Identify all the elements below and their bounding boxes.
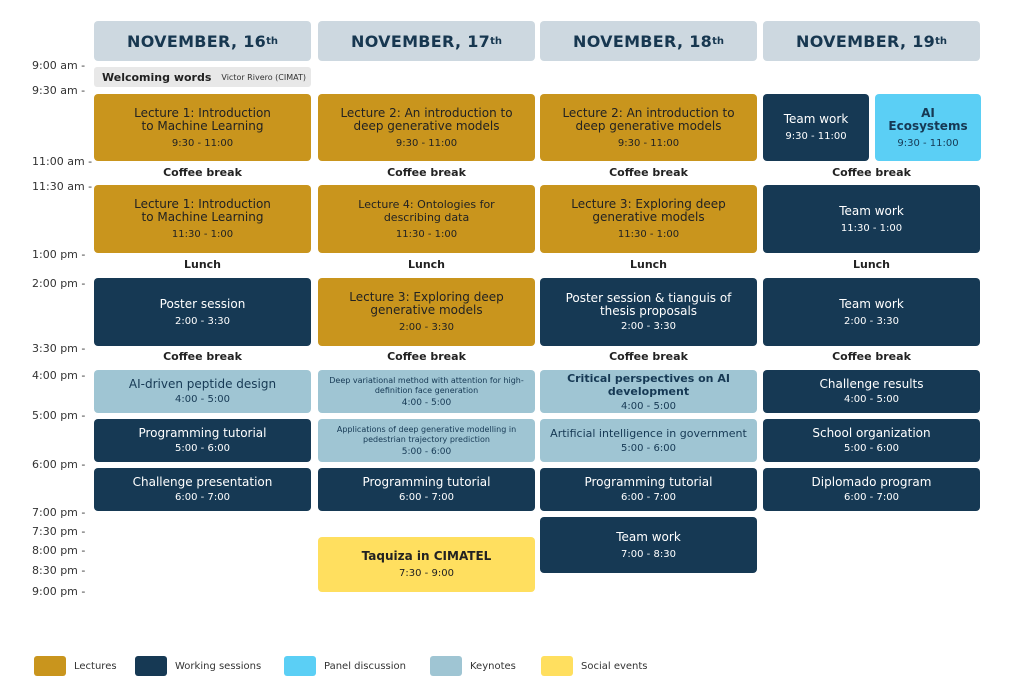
session-time: 9:30 - 11:00 xyxy=(897,137,959,149)
session-time: 5:00 - 6:00 xyxy=(621,443,676,454)
session-time: 4:00 - 5:00 xyxy=(621,400,676,412)
session-title: Team work xyxy=(616,529,681,544)
welcome-title: Welcoming words xyxy=(102,70,212,84)
day-header-nov18 xyxy=(540,21,757,61)
day-label: NOVEMBER, 18 xyxy=(573,31,713,51)
session-time: 2:00 - 3:30 xyxy=(621,321,676,332)
legend-item-panel-discussion xyxy=(284,656,406,676)
session-time: 5:00 - 6:00 xyxy=(401,446,452,457)
session-time: 2:00 - 3:30 xyxy=(844,315,899,327)
session-block xyxy=(94,468,311,511)
time-label: 8:00 pm - xyxy=(32,544,86,557)
legend-item-social-events xyxy=(541,656,648,676)
session-title: AI Ecosystems xyxy=(888,105,968,133)
session-time: 5:00 - 6:00 xyxy=(175,443,230,454)
session-title: Lecture 4: Ontologies for describing data xyxy=(358,198,495,224)
session-block xyxy=(318,537,535,592)
session-time: 6:00 - 7:00 xyxy=(175,492,230,503)
session-block xyxy=(94,278,311,346)
session-time: 11:30 - 1:00 xyxy=(171,229,234,240)
session-title: Challenge results xyxy=(819,377,924,391)
time-label: 9:00 pm - xyxy=(32,585,86,598)
session-title: Lecture 1: Introduction to Machine Learning xyxy=(134,197,271,224)
session-block xyxy=(540,185,757,253)
session-block xyxy=(540,94,757,161)
session-title: Team work xyxy=(839,203,904,218)
time-label: 5:00 pm - xyxy=(32,409,86,422)
session-block xyxy=(318,94,535,161)
day-label: NOVEMBER, 17 xyxy=(351,31,491,51)
session-block xyxy=(94,370,311,413)
session-time: 9:30 - 11:00 xyxy=(617,137,680,149)
session-block xyxy=(94,94,311,161)
session-title: Applications of deep generative modelling in pedestrian trajectory prediction xyxy=(336,424,517,444)
time-label: 7:30 pm - xyxy=(32,525,86,538)
session-title: Lecture 2: An introduction to deep generative models xyxy=(340,105,513,133)
session-block xyxy=(318,468,535,511)
session-time: 9:30 - 11:00 xyxy=(395,137,458,149)
session-block xyxy=(540,468,757,511)
coffee-break: Coffee break xyxy=(163,166,242,179)
coffee-break: Coffee break xyxy=(609,350,688,363)
time-label: 1:00 pm - xyxy=(32,248,86,261)
day-suffix: th xyxy=(490,35,502,47)
session-time: 4:00 - 5:00 xyxy=(401,397,452,408)
session-time: 9:30 - 11:00 xyxy=(785,131,847,142)
time-label: 4:00 pm - xyxy=(32,369,86,382)
session-block xyxy=(540,517,757,573)
session-title: Lecture 3: Exploring deep generative models xyxy=(349,290,504,317)
legend-label: Working sessions xyxy=(175,660,262,672)
lunch-break: Lunch xyxy=(407,258,446,271)
day-label: NOVEMBER, 19 xyxy=(796,31,936,51)
session-block xyxy=(763,94,869,161)
session-block xyxy=(94,185,311,253)
session-title: Lecture 1: Introduction to Machine Learning xyxy=(134,105,271,133)
session-title: Taquiza in CIMATEL xyxy=(361,549,492,563)
legend-swatch xyxy=(284,656,316,676)
legend-label: Lectures xyxy=(74,660,117,672)
session-title: Lecture 2: An introduction to deep generative models xyxy=(562,105,735,133)
session-time: 11:30 - 1:00 xyxy=(395,229,458,240)
time-label: 8:30 pm - xyxy=(32,564,86,577)
legend-label: Panel discussion xyxy=(324,660,406,672)
session-title: Poster session xyxy=(159,296,246,311)
legend-item-keynotes xyxy=(430,656,516,676)
session-title: Programming tutorial xyxy=(138,426,267,440)
session-time: 4:00 - 5:00 xyxy=(175,394,230,405)
session-time: 9:30 - 11:00 xyxy=(171,137,234,149)
session-block xyxy=(763,468,980,511)
session-title: Programming tutorial xyxy=(584,475,713,489)
coffee-break: Coffee break xyxy=(609,166,688,179)
time-label: 9:30 am - xyxy=(32,84,86,97)
day-label: NOVEMBER, 16 xyxy=(127,31,267,51)
session-title: Diplomado program xyxy=(811,475,932,489)
session-title: School organization xyxy=(812,426,931,440)
coffee-break: Coffee break xyxy=(387,350,466,363)
session-time: 11:30 - 1:00 xyxy=(840,222,903,234)
session-block xyxy=(318,419,535,462)
time-label: 2:00 pm - xyxy=(32,277,86,290)
day-header-nov16 xyxy=(94,21,311,61)
session-time: 5:00 - 6:00 xyxy=(844,443,899,454)
legend-label: Keynotes xyxy=(470,660,516,672)
session-block xyxy=(540,370,757,413)
session-title: Programming tutorial xyxy=(362,475,491,489)
lunch-break: Lunch xyxy=(183,258,222,271)
session-block xyxy=(763,278,980,346)
session-title: Lecture 3: Exploring deep generative models xyxy=(571,197,726,224)
legend-item-working-sessions xyxy=(135,656,261,676)
welcome-speaker: Victor Rivero (CIMAT) xyxy=(221,72,306,82)
session-title: Team work xyxy=(839,296,904,311)
time-label: 11:30 am - xyxy=(32,180,93,193)
session-time: 2:00 - 3:30 xyxy=(399,322,454,333)
coffee-break: Coffee break xyxy=(387,166,466,179)
session-block xyxy=(318,185,535,253)
session-block xyxy=(318,278,535,346)
lunch-break: Lunch xyxy=(629,258,668,271)
time-label: 7:00 pm - xyxy=(32,506,86,519)
time-label: 6:00 pm - xyxy=(32,458,86,471)
legend-item-lectures xyxy=(34,656,117,676)
session-block xyxy=(318,370,535,413)
welcoming-words-block xyxy=(94,67,311,87)
legend-label: Social events xyxy=(581,660,648,672)
session-time: 6:00 - 7:00 xyxy=(621,492,676,503)
session-title: Team work xyxy=(783,112,849,126)
session-title: Artificial intelligence in government xyxy=(550,427,747,440)
session-block xyxy=(540,278,757,346)
session-time: 7:30 - 9:00 xyxy=(399,568,454,579)
time-label: 3:30 pm - xyxy=(32,342,86,355)
session-block xyxy=(763,370,980,413)
session-time: 2:00 - 3:30 xyxy=(175,315,230,327)
session-time: 6:00 - 7:00 xyxy=(399,492,454,503)
legend-swatch xyxy=(541,656,573,676)
coffee-break: Coffee break xyxy=(163,350,242,363)
session-time: 7:00 - 8:30 xyxy=(621,548,676,560)
session-block xyxy=(763,419,980,462)
time-label: 11:00 am - xyxy=(32,155,93,168)
session-block xyxy=(875,94,981,161)
legend-swatch xyxy=(34,656,66,676)
session-title: AI-driven peptide design xyxy=(128,377,277,391)
session-title: Critical perspectives on AI development xyxy=(567,371,730,398)
session-time: 4:00 - 5:00 xyxy=(844,394,899,405)
lunch-break: Lunch xyxy=(852,258,891,271)
day-header-nov19 xyxy=(763,21,980,61)
time-label: 9:00 am - xyxy=(32,59,86,72)
session-block xyxy=(540,419,757,462)
session-time: 11:30 - 1:00 xyxy=(617,229,680,240)
session-title: Challenge presentation xyxy=(132,475,273,489)
legend-swatch xyxy=(135,656,167,676)
day-suffix: th xyxy=(712,35,724,47)
coffee-break: Coffee break xyxy=(832,350,911,363)
day-suffix: th xyxy=(935,35,947,47)
session-title: Poster session & tianguis of thesis proposals xyxy=(565,291,732,318)
session-time: 6:00 - 7:00 xyxy=(844,492,899,503)
day-suffix: th xyxy=(266,35,278,47)
coffee-break: Coffee break xyxy=(832,166,911,179)
session-block xyxy=(763,185,980,253)
session-title: Deep variational method with attention for high-definition face generation xyxy=(329,375,524,395)
day-header-nov17 xyxy=(318,21,535,61)
session-block xyxy=(94,419,311,462)
legend-swatch xyxy=(430,656,462,676)
